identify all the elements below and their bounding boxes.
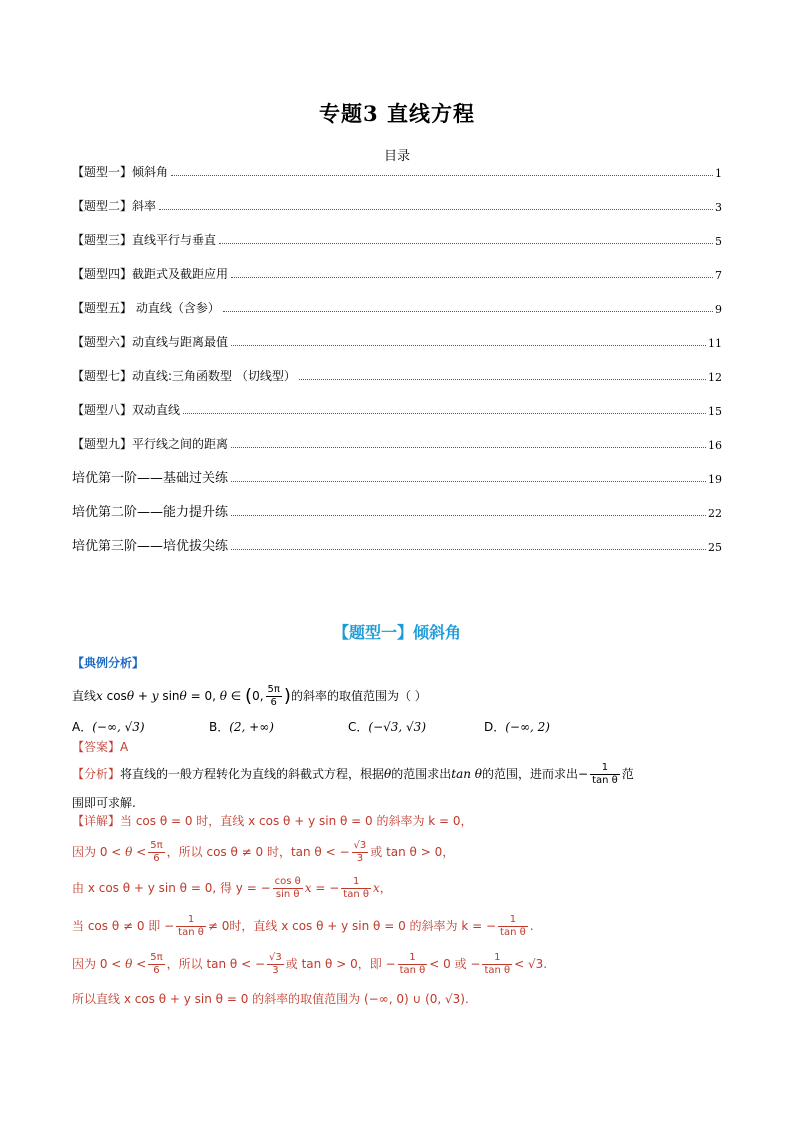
- answer-label: 【答案】: [72, 740, 121, 754]
- toc-page-number: 9: [715, 303, 722, 316]
- toc-page-number: 22: [708, 507, 722, 520]
- toc-entry[interactable]: [72, 468, 722, 486]
- analysis-line-2: 围即可求解.: [72, 796, 136, 810]
- toc-entry[interactable]: [72, 230, 722, 248]
- toc-page-number: 5: [715, 235, 722, 248]
- toc-entry[interactable]: [72, 366, 722, 384]
- detail-line-5: 因为 0 < θ < $\frac{5\pi}{6}$ ，所以 tan θ < − $\frac{√3}{3}$ 或 tan θ > 0，即 − $\frac{1}{\text{tan θ}}$ < 0 或 − $\frac{1}{\text{tan θ}}$ < √3.: [72, 952, 548, 976]
- toc-page-number: 3: [715, 201, 722, 214]
- toc-leader-dots: [231, 345, 706, 346]
- toc-leader-dots: [231, 549, 706, 550]
- toc-entry[interactable]: [72, 196, 722, 214]
- section-title: 【题型一】倾斜角: [332, 623, 461, 642]
- analysis-line-1: 【分析】将直线的一般方程转化为直线的斜截式方程，根据θ的范围求出tan θ的范围，进而求出− $\frac{1}{\text{tan θ}}$ 范: [72, 762, 634, 786]
- analysis-label: 【分析】: [72, 767, 121, 781]
- toc-entry-label: 培优第二阶——能力提升练: [72, 505, 229, 520]
- toc-leader-dots: [231, 515, 706, 516]
- toc-entry[interactable]: [72, 264, 722, 282]
- five-pi-over-six-fraction: $\frac{5\pi}{6}$: [267, 684, 280, 708]
- toc-page-number: 12: [708, 371, 722, 384]
- choice-c: C．(−√3, √3): [348, 720, 426, 734]
- choice-d: D．(−∞, 2): [484, 720, 550, 734]
- toc-leader-dots: [159, 209, 713, 210]
- question-suffix: 的斜率的取值范围为（ ）: [290, 689, 427, 703]
- detail-line-3: 由 x cos θ + y sin θ = 0, 得 y = − $\frac{\text{cos θ}}{\text{sin θ}}$ x = − $\frac{1}{\text{tan θ}}$ x，: [72, 876, 392, 900]
- detail-label: 【详解】: [72, 814, 121, 828]
- toc-leader-dots: [231, 277, 713, 278]
- toc-entry[interactable]: [72, 536, 722, 554]
- choice-b: B．(2, +∞): [209, 720, 274, 734]
- toc-leader-dots: [231, 481, 706, 482]
- toc-page-number: 7: [715, 269, 722, 282]
- toc-entry-label: 【题型四】截距式及截距应用: [72, 267, 229, 281]
- question-equation: x: [96, 689, 103, 703]
- toc-entry-label: 培优第三阶——培优拔尖练: [72, 539, 229, 554]
- detail-line-2: 因为 0 < θ < $\frac{5\pi}{6}$ ，所以 cos θ ≠ 0 时，tan θ < − $\frac{√3}{3}$ 或 tan θ > 0，: [72, 840, 455, 864]
- toc-page-number: 19: [708, 473, 722, 486]
- toc-entry[interactable]: [72, 502, 722, 520]
- detail-line-6: 所以直线 x cos θ + y sin θ = 0 的斜率的取值范围为 (−∞, 0) ∪ (0, √3).: [72, 992, 469, 1006]
- toc-entry-label: 【题型二】斜率: [72, 199, 157, 213]
- toc-page-number: 1: [715, 167, 722, 180]
- choice-a: A．(−∞, √3): [72, 720, 145, 734]
- toc-entry-label: 【题型一】倾斜角: [72, 165, 169, 179]
- toc-entry[interactable]: [72, 434, 722, 452]
- toc-entry-label: 【题型八】双动直线: [72, 403, 181, 417]
- toc-entry[interactable]: [72, 332, 722, 350]
- toc-entry-label: 【题型七】动直线:三角函数型 （切线型）: [72, 369, 296, 383]
- toc-entry[interactable]: [72, 400, 722, 418]
- toc-leader-dots: [223, 311, 713, 312]
- toc-entry-label: 【题型九】平行线之间的距离: [72, 437, 229, 451]
- toc-page-number: 16: [708, 439, 722, 452]
- toc-leader-dots: [183, 413, 706, 414]
- answer-line: [72, 738, 128, 756]
- question-prefix: 直线: [72, 689, 97, 703]
- toc-leader-dots: [231, 447, 706, 448]
- question-text: 直线x cosθ + y sinθ = 0, θ ∈ (0, $\frac{5\pi}{6}$ )的斜率的取值范围为（ ）: [72, 684, 427, 708]
- detail-line-4: 当 cos θ ≠ 0 即 − $\frac{1}{\text{tan θ}}$ ≠ 0时，直线 x cos θ + y sin θ = 0 的斜率为 k = − $\frac{1}{\text{tan θ}}$ .: [72, 914, 534, 938]
- example-label: 【典例分析】: [72, 656, 145, 670]
- toc-page-number: 25: [708, 541, 722, 554]
- detail-line-1: 【详解】当 cos θ = 0 时，直线 x cos θ + y sin θ = 0 的斜率为 k = 0，: [72, 814, 473, 828]
- toc-leader-dots: [219, 243, 713, 244]
- toc-entry-label: 【题型三】直线平行与垂直: [72, 233, 217, 247]
- toc-entry-label: 【题型五】 动直线（含参）: [72, 301, 220, 315]
- toc-entry-label: 【题型六】动直线与距离最值: [72, 335, 229, 349]
- toc-entry[interactable]: [72, 162, 722, 180]
- toc-entry[interactable]: [72, 298, 722, 316]
- answer-value: A: [120, 740, 129, 754]
- toc-leader-dots: [299, 379, 706, 380]
- toc-leader-dots: [171, 175, 713, 176]
- toc-entry-label: 培优第一阶——基础过关练: [72, 471, 229, 486]
- toc-page-number: 15: [708, 405, 722, 418]
- toc-page-number: 11: [708, 337, 722, 350]
- document-title: 专题3 直线方程: [319, 101, 475, 126]
- one-over-tan-fraction: $\frac{1}{\text{tan θ}}$: [592, 762, 618, 786]
- toc-heading: 目录: [383, 149, 410, 164]
